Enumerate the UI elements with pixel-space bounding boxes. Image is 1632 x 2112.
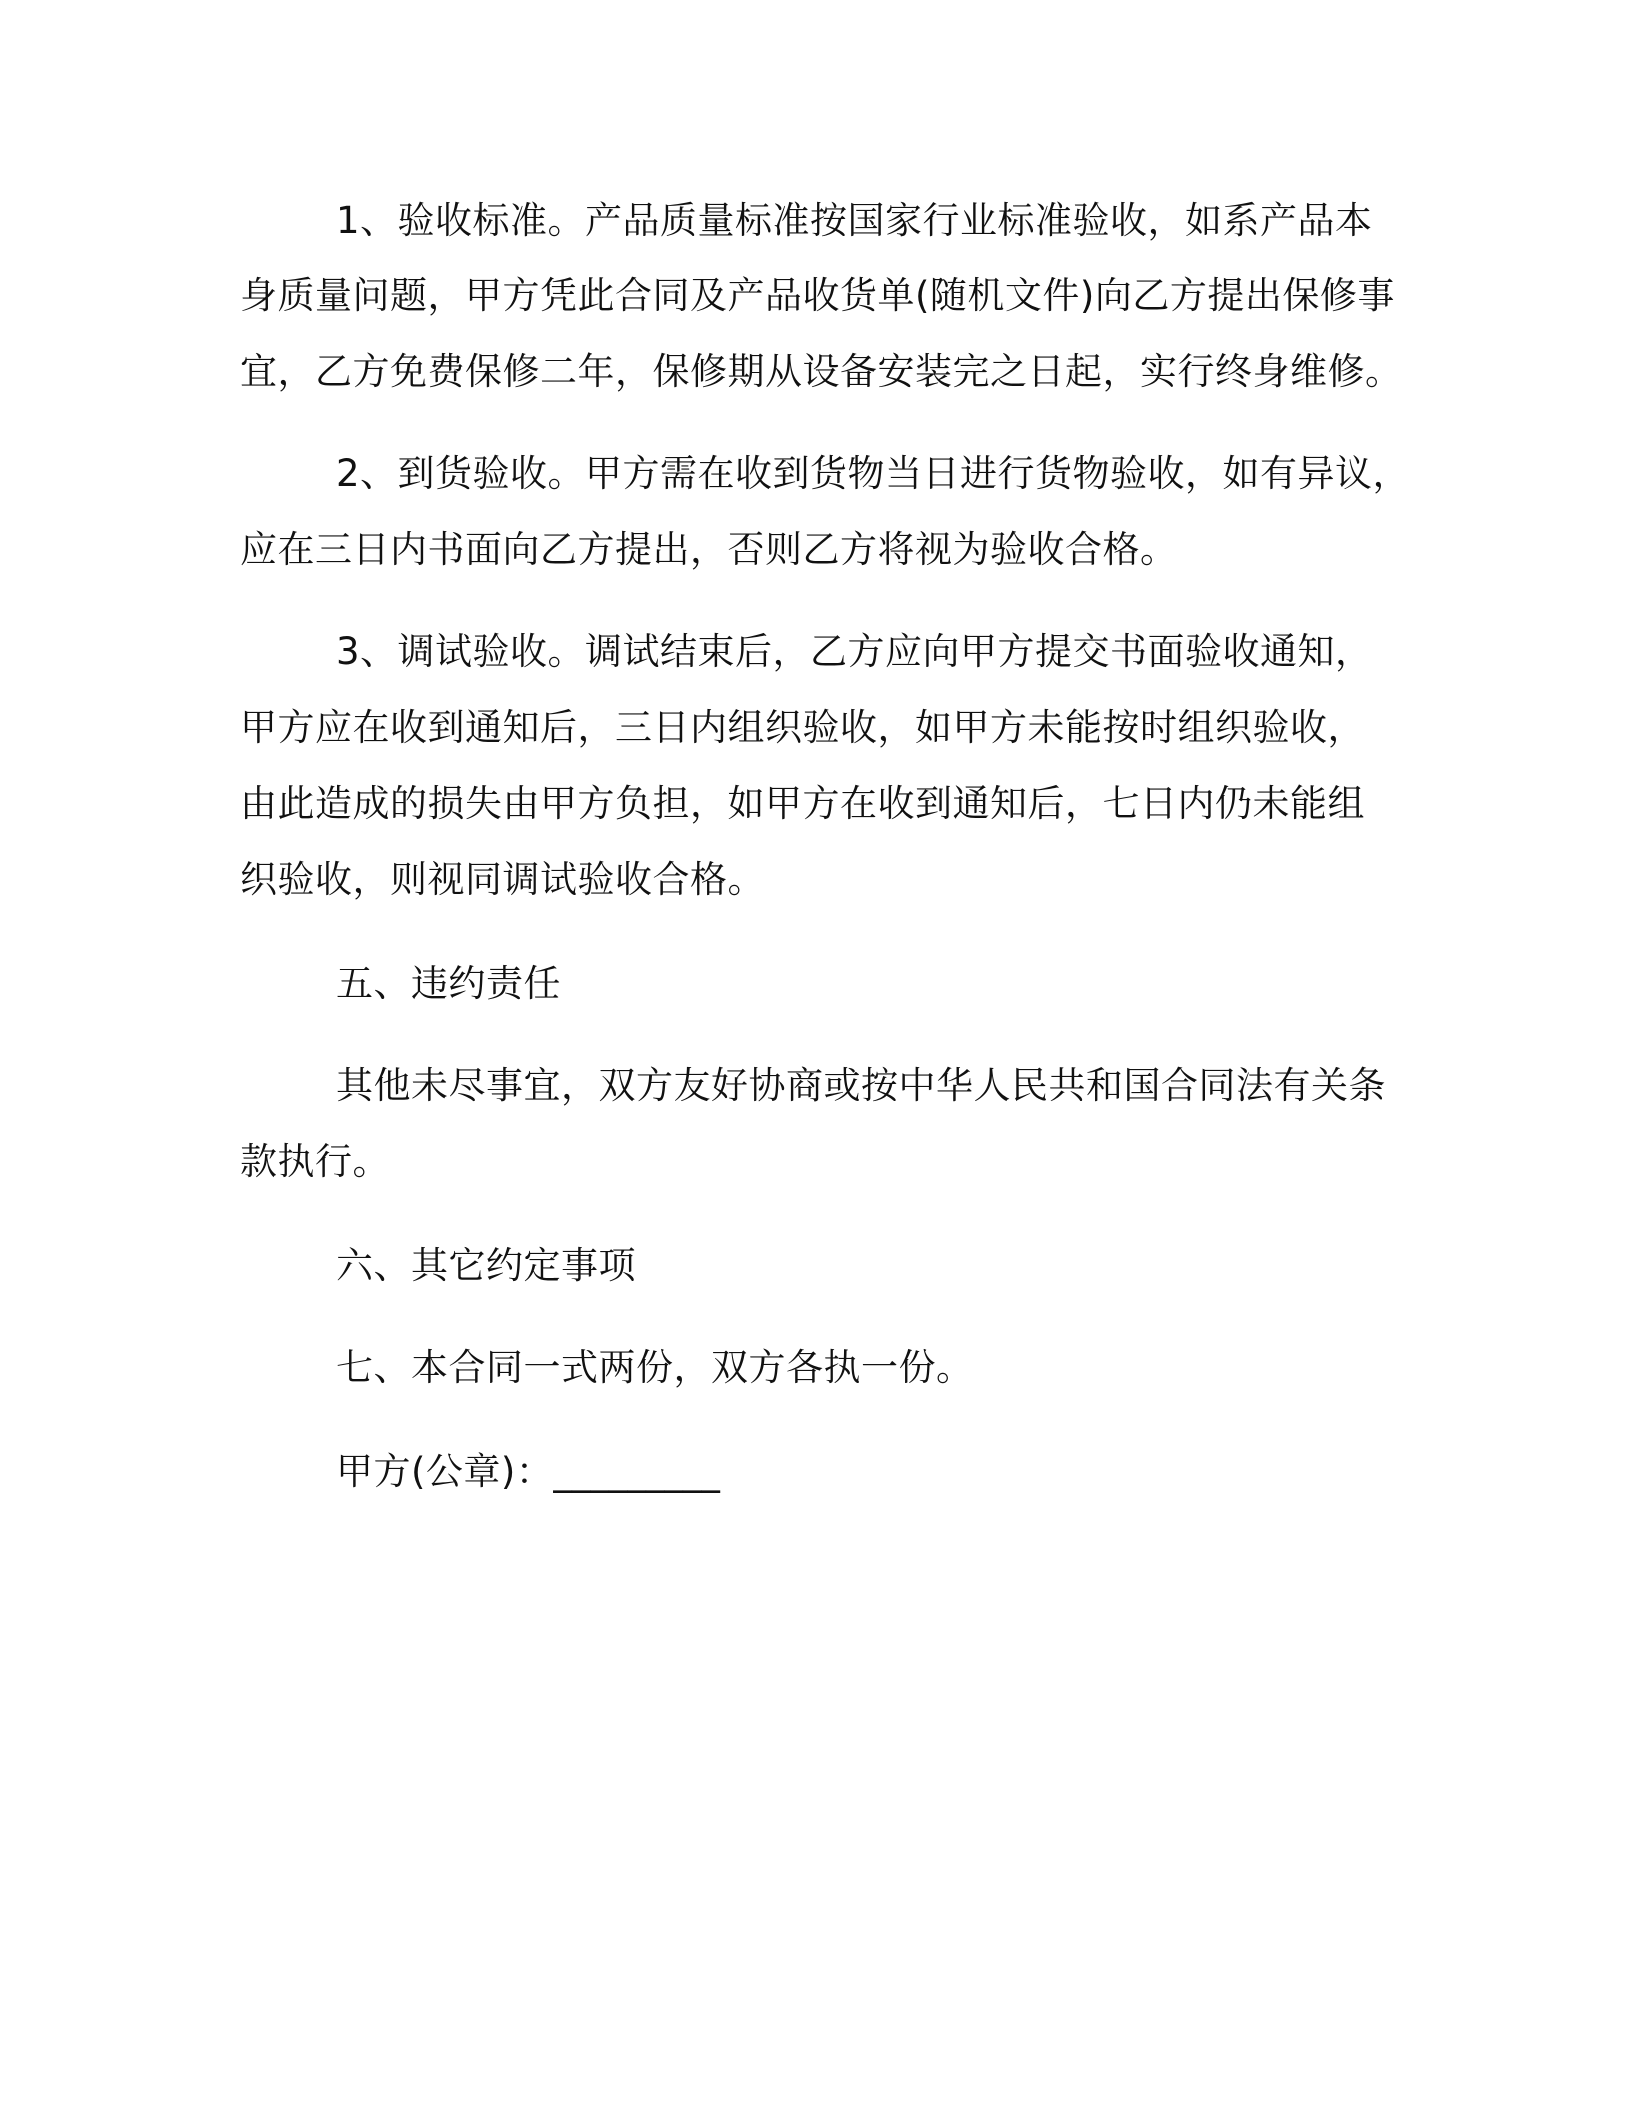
section5-heading: 五、违约责任 bbox=[336, 962, 561, 1005]
item2-line1: 2、到货验收。甲方需在收到货物当日进行货物验收，如有异议， bbox=[336, 452, 1411, 495]
signature-line bbox=[336, 1449, 720, 1495]
item3-line1: 3、调试验收。调试结束后，乙方应向甲方提交书面验收通知， bbox=[336, 630, 1373, 673]
section5-line1: 其他未尽事宜，双方友好协商或按中华人民共和国合同法有关条 bbox=[336, 1064, 1386, 1107]
item3-line3: 由此造成的损失由甲方负担，如甲方在收到通知后，七日内仍未能组 bbox=[240, 782, 1365, 825]
section5-line2: 款执行。 bbox=[240, 1140, 390, 1183]
item1-line3: 宜，乙方免费保修二年，保修期从设备安装完之日起，实行终身维修。 bbox=[240, 350, 1403, 393]
item1-line1: 1、验收标准。产品质量标准按国家行业标准验收，如系产品本 bbox=[336, 199, 1373, 242]
item2-line2: 应在三日内书面向乙方提出，否则乙方将视为验收合格。 bbox=[240, 528, 1178, 571]
item1-line2: 身质量问题，甲方凭此合同及产品收货单(随机文件)向乙方提出保修事 bbox=[240, 274, 1395, 317]
signature-blank: _________ bbox=[553, 1450, 720, 1493]
signature-label: 甲方(公章)： bbox=[336, 1450, 554, 1493]
item3-line2: 甲方应在收到通知后，三日内组织验收，如甲方未能按时组织验收， bbox=[240, 706, 1365, 749]
item3-line4: 织验收，则视同调试验收合格。 bbox=[240, 858, 765, 901]
section7-text: 七、本合同一式两份，双方各执一份。 bbox=[336, 1346, 974, 1389]
section6-heading: 六、其它约定事项 bbox=[336, 1244, 636, 1287]
